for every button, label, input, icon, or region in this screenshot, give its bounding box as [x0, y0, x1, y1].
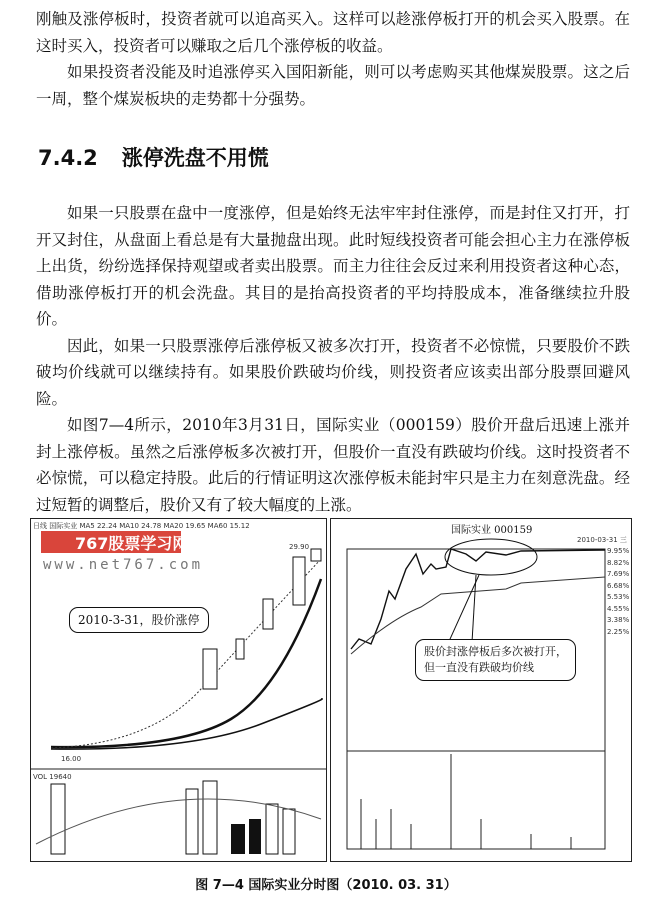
left-chart-header: 日线 国际实业 MA5 22.24 MA10 24.78 MA20 19.65 MA60 15.12 — [33, 522, 250, 530]
intraday-svg — [331, 519, 631, 861]
heading-title: 涨停洗盘不用慌 — [121, 146, 269, 170]
watermark-text: 767股票学习网 — [75, 534, 189, 553]
candles-svg — [31, 519, 326, 861]
intraday-chart — [330, 518, 632, 862]
chart-date: 2010-03-31 三 — [577, 536, 627, 544]
left-callout: 2010-3-31，股价涨停 — [69, 607, 209, 633]
section-heading — [38, 142, 269, 172]
pct-label: 9.95% — [607, 547, 630, 555]
pct-label: 4.55% — [607, 604, 630, 613]
pct-label: 7.69% — [607, 570, 630, 578]
pct-label: 8.82% — [607, 558, 630, 567]
pct-label: 2.25% — [607, 627, 630, 636]
intro-text — [36, 6, 630, 112]
volume-header: VOL 19640 — [33, 773, 72, 781]
section-text — [36, 200, 630, 518]
right-callout — [415, 639, 576, 681]
figure-caption: 图 7—4 国际实业分时图（2010. 03. 31） — [195, 878, 457, 893]
callout-line-2: 但一直没有跌破均价线 — [424, 661, 534, 674]
candlestick-chart — [30, 518, 327, 862]
high-label: 29.90 — [289, 543, 310, 551]
heading-number: 7.4.2 — [38, 146, 98, 170]
pct-label: 5.53% — [607, 593, 630, 601]
paragraph-1: 刚触及涨停板时，投资者就可以追高买入。这样可以趁涨停板打开的机会买入股票。在这时买入，投资者可以赚取之后几个涨停板的收益。 — [36, 10, 630, 55]
pct-label: 6.68% — [607, 581, 630, 590]
watermark-url: www.net767.com — [43, 557, 204, 573]
low-label: 16.00 — [61, 755, 82, 763]
pct-label: 3.38% — [607, 616, 630, 624]
right-chart-title: 国际实业 000159 — [451, 525, 533, 536]
paragraph-2: 如果投资者没能及时追涨停买入国阳新能，则可以考虑购买其他煤炭股票。这之后一周，整个煤炭板块的走势都十分强势。 — [36, 63, 630, 108]
callout-line-1: 股价封涨停板后多次被打开， — [424, 645, 567, 658]
paragraph-4: 因此，如果一只股票涨停后涨停板又被多次打开，投资者不必惊慌，只要股价不跌破均价线就可以继续持有。如果股价跌破均价线，则投资者应该卖出部分股票回避风险。 — [36, 336, 630, 408]
paragraph-5: 如图7—4所示，2010年3月31日，国际实业（000159）股价开盘后迅速上涨并封上涨停板。虽然之后涨停板多次被打开，但股价一直没有跌破均价线。这时投资者不必惊慌，可以稳定持股。此后的行情证明这次涨停板未能封牢只是主力在刻意洗盘。经过短暂的调整后，股价又有了较大幅度的上涨。 — [36, 416, 630, 514]
paragraph-3: 如果一只股票在盘中一度涨停，但是始终无法牢牢封住涨停，而是封住又打开，打开又封住，从盘面上看总是有大量抛盘出现。此时短线投资者可能会担心主力在涨停板上出货，纷纷选择保持观望或者卖出股票。而主力往往会反过来利用投资者这种心态，借助涨停板打开的机会洗盘。其目的是抬高投资者的平均持股成本，准备继续拉升股价。 — [36, 204, 630, 328]
